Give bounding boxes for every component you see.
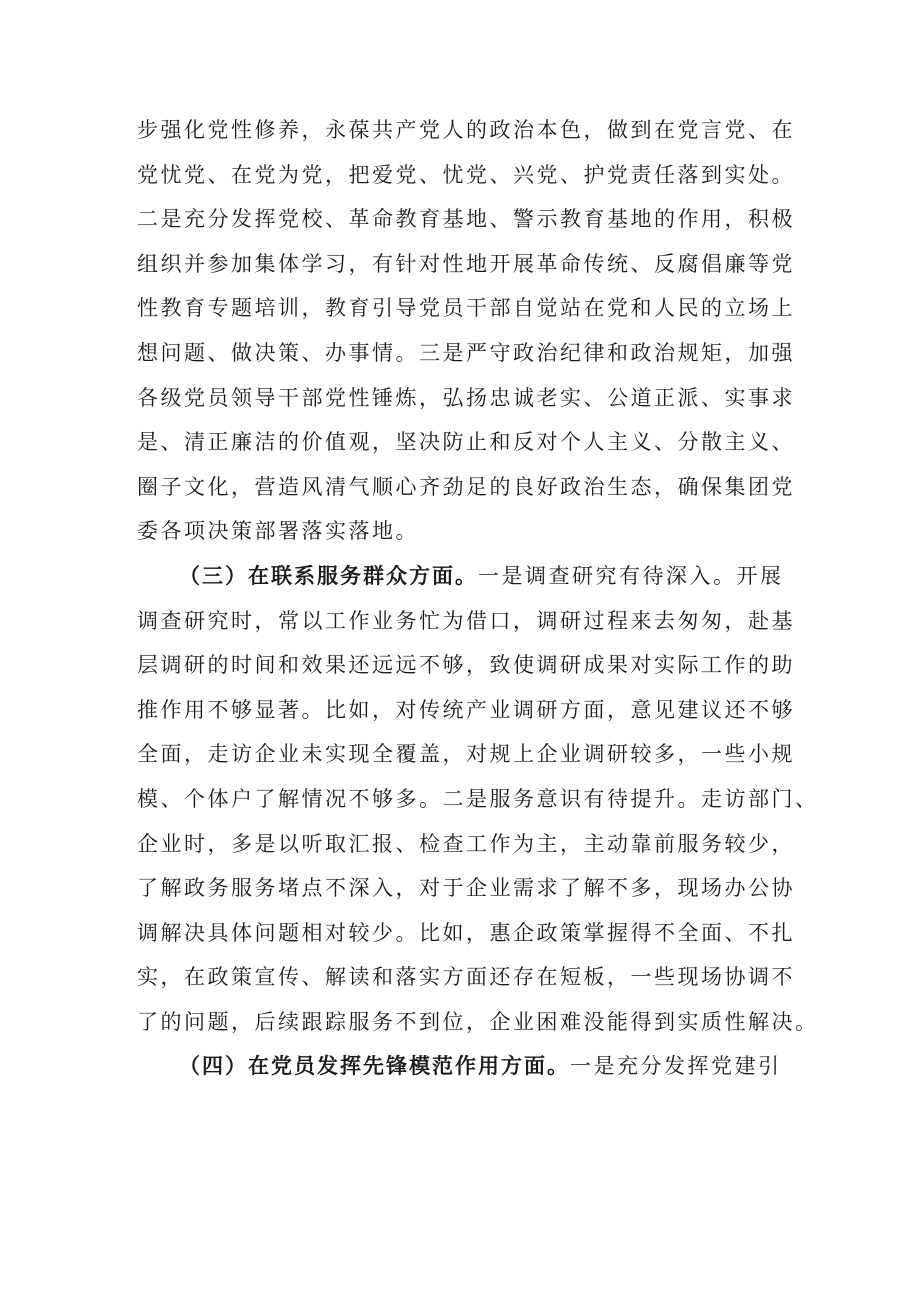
paragraph-3-first-line: [137, 1044, 809, 1089]
document-body: [137, 108, 819, 1089]
text-line: 调查研究时，常以工作业务忙为借口，调研过程来去匆匆，赴基: [137, 608, 795, 633]
section-heading-4: （四）在党员发挥先锋模范作用方面。: [179, 1054, 570, 1079]
text-line: 圈子文化，营造风清气顺心齐劲足的良好政治生态，确保集团党: [137, 474, 795, 499]
paragraph-1: [137, 108, 809, 554]
text-line: 企业时，多是以听取汇报、检查工作为主，主动靠前服务较少，: [137, 831, 795, 856]
text-line: 调解决具体问题相对较少。比如，惠企政策掌握得不全面、不扎: [137, 920, 795, 945]
text-line: 了的问题，后续跟踪服务不到位，企业困难没能得到实质性解决。: [137, 1009, 819, 1034]
paragraph-2: [137, 554, 819, 1045]
text-line: 党忧党、在党为党，把爱党、忧党、兴党、护党责任落到实处。: [137, 162, 795, 187]
text-line: 是、清正廉洁的价值观，坚决防止和反对个人主义、分散主义、: [137, 430, 795, 455]
paragraph-3: [137, 1044, 809, 1089]
text-line: 各级党员领导干部党性锤炼，弘扬忠诚老实、公道正派、实事求: [137, 385, 795, 410]
text-line: 二是充分发挥党校、革命教育基地、警示教育基地的作用，积极: [137, 207, 795, 232]
text-line: 全面，走访企业未实现全覆盖，对规上企业调研较多，一些小规: [137, 742, 795, 767]
section-heading-3: （三）在联系服务群众方面。: [179, 563, 478, 588]
text-line: 想问题、做决策、办事情。三是严守政治纪律和政治规矩，加强: [137, 340, 795, 365]
text-run: 一是调查研究有待深入。开展: [478, 563, 784, 588]
text-line: 了解政务服务堵点不深入，对于企业需求了解不多，现场办公协: [137, 876, 795, 901]
text-line: 步强化党性修养，永葆共产党人的政治本色，做到在党言党、在: [137, 118, 795, 142]
text-line: 性教育专题培训，教育引导党员干部自觉站在党和人民的立场上: [137, 296, 795, 321]
text-line: 层调研的时间和效果还远远不够，致使调研成果对实际工作的助: [137, 653, 795, 678]
text-line: 组织并参加集体学习，有针对性地开展革命传统、反腐倡廉等党: [137, 251, 795, 276]
text-line: 推作用不够显著。比如，对传统产业调研方面，意见建议还不够: [137, 697, 795, 722]
paragraph-2-first-line: [137, 554, 809, 599]
text-line: 委各项决策部署落实落地。: [137, 519, 419, 544]
text-run: 一是充分发挥党建引: [570, 1054, 782, 1079]
text-line: 实，在政策宣传、解读和落实方面还存在短板，一些现场协调不: [137, 965, 795, 990]
text-line: 模、个体户了解情况不够多。二是服务意识有待提升。走访部门、: [137, 786, 819, 811]
